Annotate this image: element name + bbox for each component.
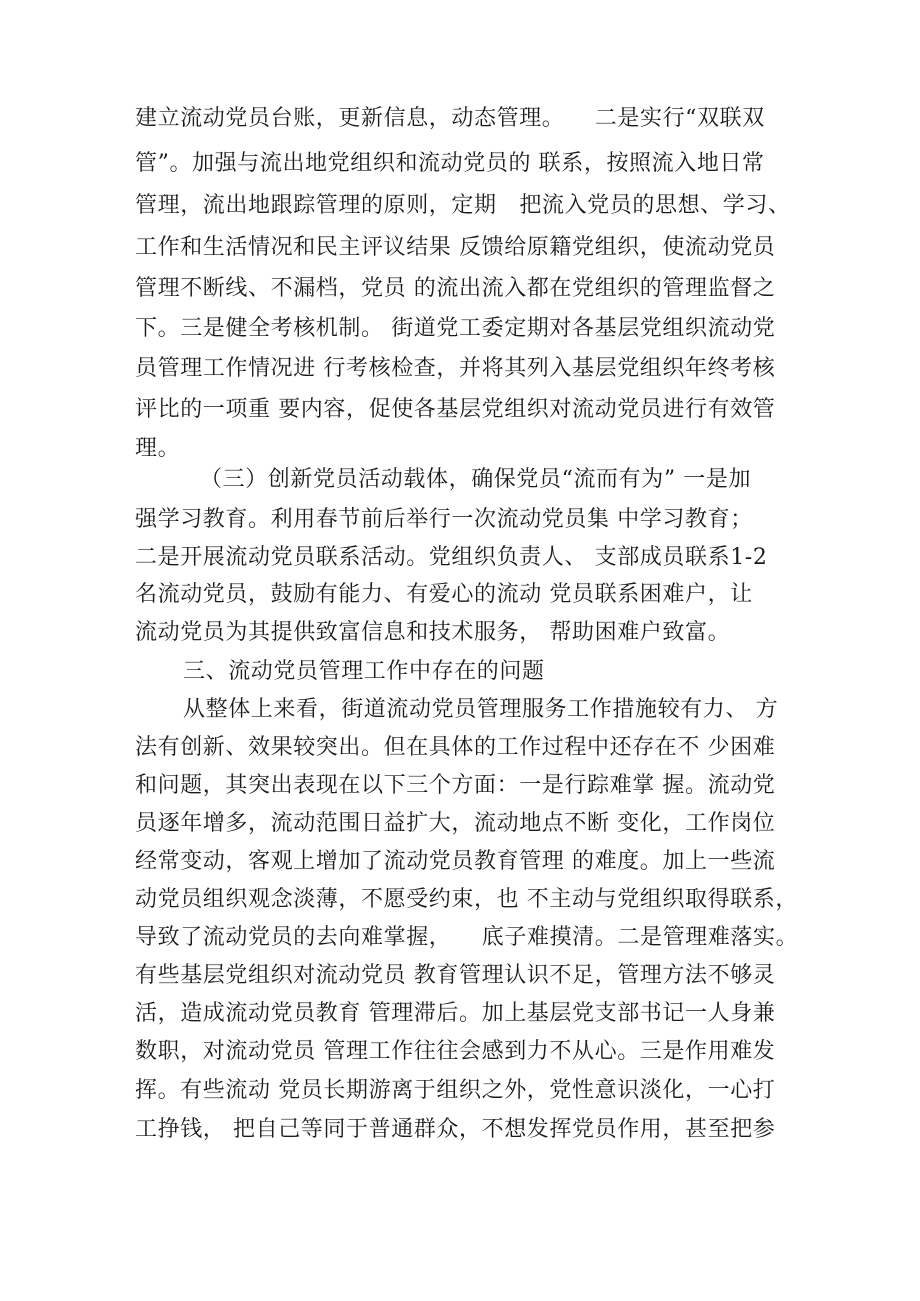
- text-line-08: 评比的一项重 要内容，促使各基层党组织对流动党员进行有效管: [135, 397, 776, 422]
- text-line-10: （三）创新党员活动载体，确保党员“流而有为” 一是加: [200, 467, 752, 492]
- text-line-14: 流动党员为其提供致富信息和技术服务， 帮助困难户致富。: [135, 620, 731, 645]
- text-line-27: 工挣钱， 把自己等同于普通群众，不想发挥党员作用，甚至把参: [135, 1117, 776, 1142]
- text-line-24: 活，造成流动党员教育 管理滞后。加上基层党支部书记一人身兼: [135, 1001, 776, 1026]
- text-line-21: 动党员组织观念淡薄，不愿受约束，也 不主动与党组织取得联系，: [135, 887, 798, 912]
- text-line-13: 名流动党员，鼓励有能力、有爱心的流动 党员联系困难户，让: [135, 582, 753, 607]
- text-line-04: 工作和生活情况和民主评议结果 反馈给原籍党组织，使流动党员: [135, 235, 776, 260]
- section-heading: 三、流动党员管理工作中存在的问题: [183, 659, 545, 684]
- text-line-16: 从整体上来看，街道流动党员管理服务工作措施较有力、 方: [183, 697, 779, 722]
- text-line-09: 理。: [135, 436, 181, 461]
- text-line-03: 管理，流出地跟踪管理的原则，定期 把流入党员的思想、学习、: [135, 193, 791, 218]
- text-line-25: 数职，对流动党员 管理工作往往会感到力不从心。三是作用难发: [135, 1039, 776, 1064]
- text-line-18: 和问题，其突出表现在以下三个方面：一是行踪难掌 握。流动党: [135, 773, 776, 798]
- text-line-17: 法有创新、效果较突出。但在具体的工作过程中还存在不 少困难: [135, 735, 776, 760]
- text-line-26: 挥。有些流动 党员长期游离于组织之外，党性意识淡化，一心打: [135, 1078, 776, 1103]
- text-line-01: 建立流动党员台账，更新信息，动态管理。 二是实行“双联双: [135, 106, 765, 131]
- text-line-05: 管理不断线、不漏档，党员 的流出流入都在党组织的管理监督之: [135, 276, 776, 301]
- text-line-19: 员逐年增多，流动范围日益扩大，流动地点不断 变化，工作岗位: [135, 811, 776, 836]
- text-line-22: 导致了流动党员的去向难掌握， 底子难摸清。二是管理难落实。: [135, 925, 799, 950]
- text-line-11: 强学习教育。利用春节前后举行一次流动党员集 中学习教育；: [135, 507, 753, 532]
- text-line-23: 有些基层党组织对流动党员 教育管理认识不足，管理方法不够灵: [135, 963, 776, 988]
- text-line-06: 下。三是健全考核机制。 街道党工委定期对各基层党组织流动党: [135, 316, 776, 341]
- text-line-02: 管”。加强与流出地党组织和流动党员的 联系，按照流入地日常: [135, 151, 765, 176]
- text-line-20: 经常变动，客观上增加了流动党员教育管理 的难度。加上一些流: [135, 849, 776, 874]
- text-line-12: 二是开展流动党员联系活动。党组织负责人、 支部成员联系1-2: [135, 545, 768, 570]
- text-line-07: 员管理工作情况进 行考核检查，并将其列入基层党组织年终考核: [135, 356, 776, 381]
